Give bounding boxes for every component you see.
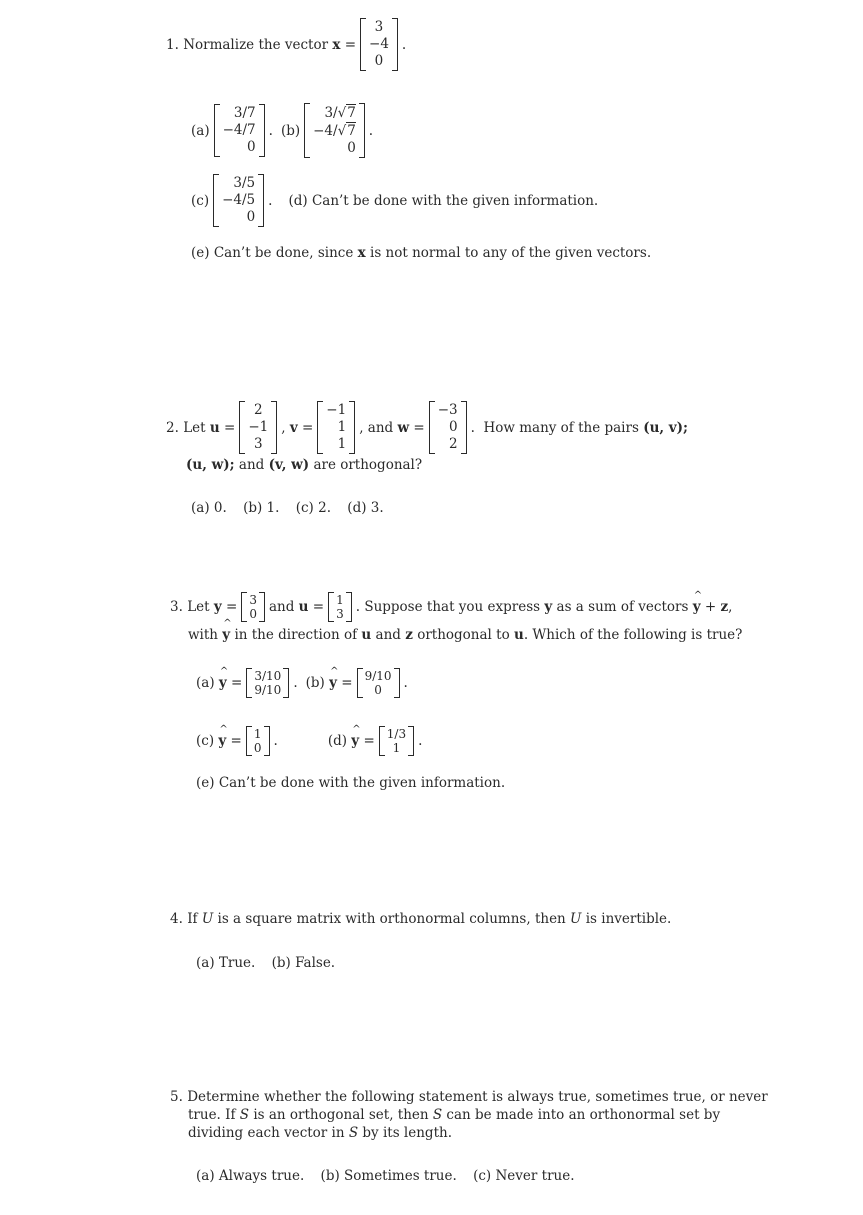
q3-option-e [196,775,505,791]
cell: 0 [374,683,382,697]
cell: 0 [249,607,257,621]
q2-options [191,500,396,516]
q2-pair-uw: (u, w); [186,457,235,473]
q5-text: Determine whether the following statement is always true, sometimes true, or never [187,1089,768,1105]
q2-option: (d) 3. [347,500,384,516]
q3-text: orthogonal to [417,627,510,643]
cell: 3 [336,607,344,621]
cell-num: −4/ [313,123,338,139]
cell: 3/10 [254,669,282,683]
q1-option-e-text: Can’t be done, since [213,245,354,261]
q5-text: is an orthogonal set, then [253,1107,429,1123]
q5-option: (b) Sometimes true. [320,1168,457,1184]
q3-options-cd: (c) ^ y = 1 0 . (d) ^ y = 1/3 1 . [196,726,422,756]
cell: 1 [336,593,344,607]
q4-text: is invertible. [585,911,672,927]
q1-option-b-vector [304,103,365,158]
q4-option: (a) True. [196,955,256,971]
cell: 3/7 [233,105,256,121]
q5-var: S [239,1107,250,1123]
q2-w-vector [429,401,467,454]
q5-number: 5. [170,1089,183,1105]
q3-option-b-vector [357,668,400,698]
cell: 3 [249,593,257,607]
q3-text: with [188,627,218,643]
q1-options-ab: (a) 3/7 −4/7 0 . (b) 3/√7 −4/√7 0 . [191,105,374,156]
q2-and: , and [359,419,394,436]
cell: 0 [247,139,256,155]
q3-and: and [268,599,295,615]
q1-option-a-label: (a) [191,122,210,139]
q4-number: 4. [170,911,183,927]
cell: −1 [248,419,269,435]
cell-num: 3/ [324,105,338,121]
q4-text: If [187,911,198,927]
cell: 0 [347,140,356,156]
q3-option-b-label: (b) [305,675,325,691]
q1-option-e [191,245,651,261]
cell: 1 [337,436,347,452]
cell: 3 [253,436,263,452]
q3-option-c-label: (c) [196,733,215,749]
cell: 3/5 [233,175,256,191]
cell: 0 [253,741,262,755]
q5-line1 [170,1089,768,1105]
q3-option-e-label: (e) [196,775,215,791]
q4-options [196,955,347,971]
q4-stem [170,911,671,927]
cell: 1 [337,419,347,435]
cell: −1 [326,402,347,418]
cell-root: 7 [347,123,356,139]
q5-var: S [432,1107,443,1123]
cell: 3/√7 [324,105,356,121]
q3-u-vector [328,592,352,622]
cell: 9/10 [364,669,392,683]
q3-stem: 3. Let y = 3 0 and u = 1 3 . Suppose that you express y as a sum of vectors ^ y + z , [170,592,732,622]
cell: 1 [392,741,401,755]
cell-root: 7 [347,105,356,121]
q2-number: 2. [166,419,179,436]
q1-text: Normalize the vector [183,36,329,53]
q1-number: 1. [166,36,179,53]
cell: 0 [246,209,256,225]
q1-stem: 1. Normalize the vector x = 3 −4 0 . [166,19,407,69]
q1-option-e-label: (e) [191,245,210,261]
q2-v-vector [317,401,355,454]
q3-text: in the direction of [234,627,358,643]
q2-stem-line2 [186,457,422,473]
q5-options [196,1168,587,1184]
q2-option: (b) 1. [243,500,280,516]
q5-option: (c) Never true. [473,1168,575,1184]
q4-text: is a square matrix with orthonormal columns, then [217,911,566,927]
q3-stem-line2: with ^ y in the direction of u and z orthogonal to u. Which of the following is true? [188,627,742,643]
cell: 9/10 [254,683,282,697]
q3-options-ab: (a) ^ y = 3/10 9/10 . (b) ^ y = 9/10 0 . [196,668,408,698]
q2-question: How many of the pairs [483,419,639,436]
q1-var: x [332,36,341,53]
q3-option-d-vector [379,726,414,756]
q3-option-c-vector [246,726,270,756]
q5-line2 [188,1107,720,1123]
cell: 0 [449,419,458,435]
cell: 1/3 [386,727,407,741]
q5-text: can be made into an orthonormal set by [446,1107,721,1123]
q5-var: S [348,1125,359,1141]
q3-option-a-vector [246,668,289,698]
cell: 2 [449,436,458,452]
cell: −3 [437,402,458,418]
q2-option: (a) 0. [191,500,227,516]
cell: 3 [374,19,384,35]
q3-text: and [375,627,401,643]
q3-option-d-label: (d) [327,733,347,749]
q1-option-b-label: (b) [280,122,301,139]
q4-option: (b) False. [271,955,336,971]
cell: −4/5 [222,192,256,208]
q2-and2: and [238,457,265,473]
q4-var: U [570,911,582,927]
q2-option: (c) 2. [295,500,331,516]
q1-options-cd: (c) 3/5 −4/5 0 . (d) Can’t be done with the given information. [191,175,599,225]
q1-option-c-vector [213,174,264,227]
q1-vector [360,18,398,71]
q3-sentence: as a sum of vectors [556,599,689,615]
q3-sentence: . Suppose that you express [355,599,541,615]
cell: −4/√7 [313,123,356,139]
q1-option-c-label: (c) [191,192,210,209]
q5-text: dividing each vector in [188,1125,345,1141]
q2-let: Let [183,419,206,436]
q4-var: U [201,911,214,927]
q3-option-a-label: (a) [196,675,215,691]
q1-option-e-text: is not normal to any of the given vectors. [370,245,652,261]
q3-number: 3. [170,599,183,615]
cell: 0 [374,53,384,69]
q3-let: Let [187,599,210,615]
q2-u-vector [239,401,277,454]
q5-line3 [188,1125,452,1141]
q3-option-e-text: Can’t be done with the given information. [218,775,506,791]
q2-pair-uv: (u, v); [643,419,689,436]
q1-option-e-var: x [357,245,366,261]
q3-y-vector [241,592,265,622]
q1-option-d-label: (d) [288,192,308,209]
q1-option-a-vector [214,104,265,157]
cell: −4 [369,36,389,52]
q2-stem: 2. Let u = 2 −1 3 , v = −1 1 1 , and w = −3 0 2 . How many of the pairs (u, v); [166,402,689,452]
q1-option-d-text: Can’t be done with the given information. [311,192,599,209]
cell: 2 [253,402,263,418]
q3-text: . Which of the following is true? [523,627,743,643]
q5-text: by its length. [362,1125,452,1141]
q2-pair-vw: (v, w) [268,457,310,473]
q5-option: (a) Always true. [196,1168,305,1184]
q5-text: true. If [188,1107,236,1123]
cell: 1 [253,727,262,741]
q2-question-end: are orthogonal? [313,457,423,473]
cell: −4/7 [222,122,256,138]
